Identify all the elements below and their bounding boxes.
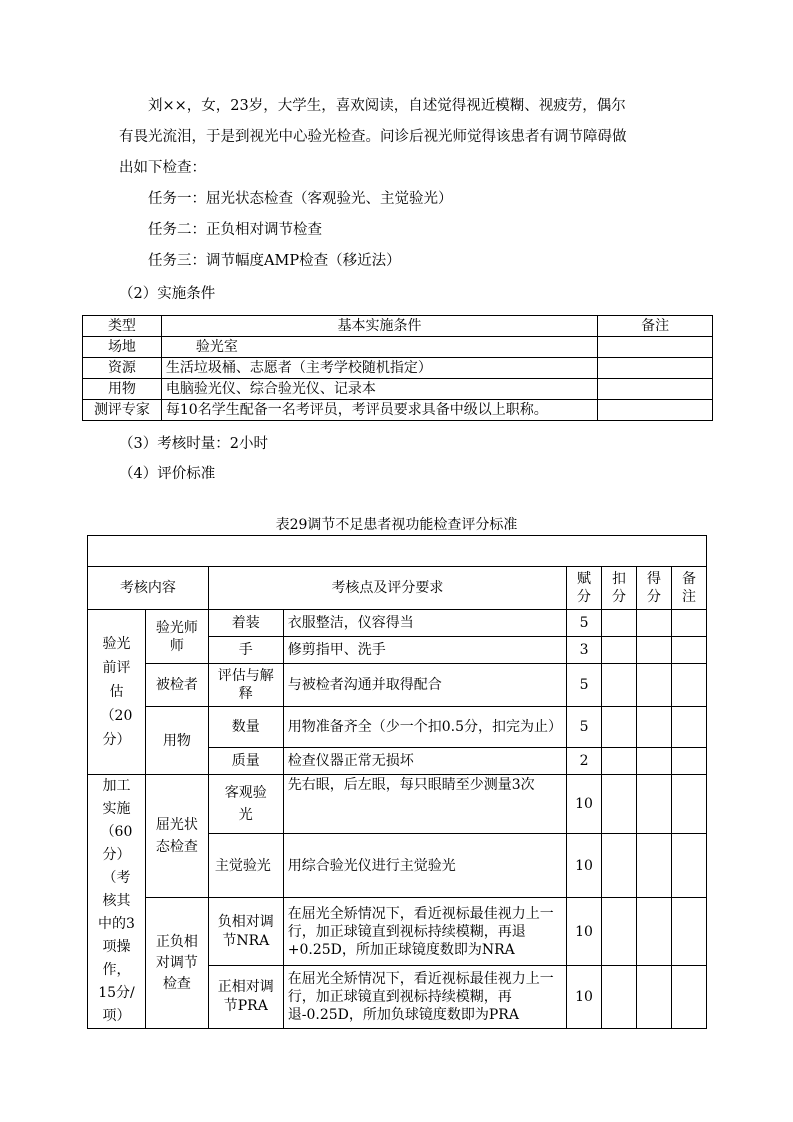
deduct-cell <box>602 664 637 707</box>
item-desc: 修剪指甲、洗手 <box>283 637 566 664</box>
header-got: 得分 <box>637 567 672 610</box>
item-score: 10 <box>567 775 602 834</box>
deduct-cell <box>602 898 637 966</box>
table-row <box>83 358 713 379</box>
cell-type: 资源 <box>83 358 162 379</box>
table-row <box>83 337 713 358</box>
item-score: 10 <box>567 898 602 966</box>
got-cell <box>637 898 672 966</box>
header-content: 考核内容 <box>88 567 209 610</box>
note-cell <box>671 775 706 834</box>
sub-supplies: 用物 <box>145 707 208 775</box>
table-row <box>88 567 707 610</box>
cell-condition: 验光室 <box>161 337 597 358</box>
table-row <box>83 316 713 337</box>
note-cell <box>671 748 706 775</box>
item-score: 5 <box>567 610 602 637</box>
cell-condition: 生活垃圾桶、志愿者（主考学校随机指定） <box>161 358 597 379</box>
item-name: 客观验光 <box>208 775 283 834</box>
cell-condition: 电脑验光仪、综合验光仪、记录本 <box>161 379 597 400</box>
cell-note <box>598 400 713 421</box>
got-cell <box>637 664 672 707</box>
note-cell <box>671 834 706 898</box>
item-score: 3 <box>567 637 602 664</box>
conditions-table <box>82 315 713 421</box>
header-note: 备注 <box>598 316 713 337</box>
deduct-cell <box>602 707 637 748</box>
deduct-cell <box>602 610 637 637</box>
group-implementation: 加工实施（60分）（考核其中的3项操作，15分/项） <box>88 775 146 1029</box>
got-cell <box>637 707 672 748</box>
section-4-heading: （4）评价标准 <box>119 466 216 482</box>
item-score: 2 <box>567 748 602 775</box>
deduct-cell <box>602 775 637 834</box>
cell-type: 场地 <box>83 337 162 358</box>
sub-relative-accommodation: 正负相对调节检查 <box>145 898 208 1029</box>
sub-patient: 被检者 <box>145 664 208 707</box>
blank-header-row <box>88 536 707 567</box>
item-desc: 衣服整洁，仪容得当 <box>283 610 566 637</box>
table-row <box>88 898 707 966</box>
cell-note <box>598 379 713 400</box>
scoring-table <box>87 535 707 1029</box>
header-type: 类型 <box>83 316 162 337</box>
table-row <box>88 664 707 707</box>
cell-condition: 每10名学生配备一名考评员，考评员要求具备中级以上职称。 <box>161 400 597 421</box>
header-note: 备注 <box>671 567 706 610</box>
table-row <box>88 775 707 834</box>
item-name: 手 <box>208 637 283 664</box>
section-3-heading: （3）考核时量：2小时 <box>119 436 268 452</box>
table-row <box>88 536 707 567</box>
note-cell <box>671 898 706 966</box>
task-3: 任务三：调节幅度AMP检查（移近法） <box>148 253 401 269</box>
note-cell <box>671 637 706 664</box>
got-cell <box>637 834 672 898</box>
item-name: 正相对调节PRA <box>208 966 283 1029</box>
item-name: 着装 <box>208 610 283 637</box>
item-desc: 用物准备齐全（少一个扣0.5分，扣完为止） <box>283 707 566 748</box>
cell-note <box>598 337 713 358</box>
header-points: 考核点及评分要求 <box>208 567 566 610</box>
table-row <box>88 707 707 748</box>
item-name: 质量 <box>208 748 283 775</box>
item-desc: 先右眼，后左眼，每只眼睛至少测量3次 <box>283 775 566 834</box>
cell-type: 测评专家 <box>83 400 162 421</box>
item-name: 数量 <box>208 707 283 748</box>
got-cell <box>637 610 672 637</box>
header-deduct: 扣分 <box>602 567 637 610</box>
note-cell <box>671 664 706 707</box>
sub-refraction: 屈光状态检查 <box>145 775 208 898</box>
table-row <box>88 610 707 637</box>
intro-line-1: 刘××，女，23岁，大学生，喜欢阅读，自述觉得视近模糊、视疲劳，偶尔 <box>148 98 626 114</box>
got-cell <box>637 775 672 834</box>
task-2: 任务二：正负相对调节检查 <box>148 222 322 238</box>
item-desc: 在屈光全矫情况下，看近视标最佳视力上一行，加正球镜直到视标持续模糊，再退+0.25D，所加正球镜度数即为NRA <box>283 898 566 966</box>
item-name: 负相对调节NRA <box>208 898 283 966</box>
item-score: 10 <box>567 966 602 1029</box>
note-cell <box>671 966 706 1029</box>
deduct-cell <box>602 966 637 1029</box>
section-2-heading: （2）实施条件 <box>119 286 216 302</box>
note-cell <box>671 610 706 637</box>
item-desc: 与被检者沟通并取得配合 <box>283 664 566 707</box>
deduct-cell <box>602 748 637 775</box>
item-score: 5 <box>567 664 602 707</box>
header-condition: 基本实施条件 <box>161 316 597 337</box>
header-assign: 赋分 <box>567 567 602 610</box>
item-desc: 用综合验光仪进行主觉验光 <box>283 834 566 898</box>
item-name: 主觉验光 <box>208 834 283 898</box>
item-score: 5 <box>567 707 602 748</box>
intro-line-3: 出如下检查： <box>119 160 206 176</box>
item-desc: 在屈光全矫情况下，看近视标最佳视力上一行，加正球镜直到视标持续模糊，再退-0.25D，所加负球镜度数即为PRA <box>283 966 566 1029</box>
table-row <box>83 400 713 421</box>
group-pre-evaluation: 验光前评估（20分） <box>88 610 146 775</box>
got-cell <box>637 748 672 775</box>
task-1: 任务一：屈光状态检查（客观验光、主觉验光） <box>148 191 453 207</box>
cell-note <box>598 358 713 379</box>
item-name: 评估与解释 <box>208 664 283 707</box>
item-score: 10 <box>567 834 602 898</box>
item-desc: 检查仪器正常无损坏 <box>283 748 566 775</box>
cell-type: 用物 <box>83 379 162 400</box>
note-cell <box>671 707 706 748</box>
sub-optometrist: 验光师师 <box>145 610 208 664</box>
table-caption: 表29调节不足患者视功能检查评分标准 <box>275 517 518 533</box>
got-cell <box>637 966 672 1029</box>
deduct-cell <box>602 637 637 664</box>
intro-line-2: 有畏光流泪，于是到视光中心验光检查。问诊后视光师觉得该患者有调节障碍做 <box>119 129 627 145</box>
table-row <box>83 379 713 400</box>
deduct-cell <box>602 834 637 898</box>
got-cell <box>637 637 672 664</box>
